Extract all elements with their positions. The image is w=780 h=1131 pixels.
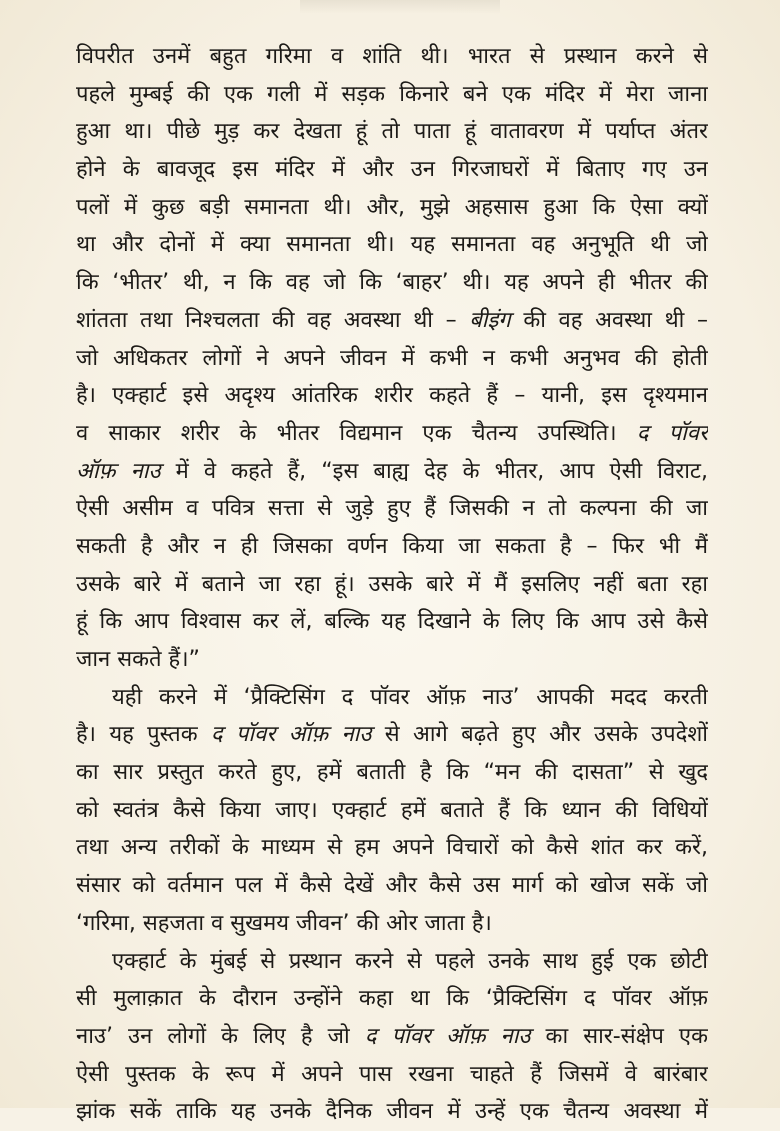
- text-segment: में वे कहते हैं, “इस बाह्य देह के भीतर, आप ऐसी विराट,: [160, 458, 708, 484]
- text-line: [76, 980, 708, 1018]
- text-line: [76, 1056, 708, 1094]
- text-segment: की वह अवस्था थी –: [510, 307, 708, 333]
- text-line: [76, 528, 708, 566]
- text-segment: से आगे बढ़ते हुए और उसके उपदेशों: [371, 722, 708, 748]
- text-line: [76, 754, 708, 792]
- text-line: [76, 264, 708, 302]
- italic-book-title: द पॉवर ऑफ़ नाउ: [210, 722, 372, 748]
- text-line: [76, 867, 708, 905]
- paragraph-first-line: [76, 943, 708, 981]
- text-line: [76, 113, 708, 151]
- text-segment: पलों में कुछ बड़ी समानता थी। और, मुझे अहसास हुआ कि ऐसा क्यों: [76, 194, 708, 220]
- text-segment: सकती है और न ही जिसका वर्णन किया जा सकता है – फिर भी मैं: [76, 533, 708, 559]
- text-segment: व साकार शरीर के भीतर विद्यमान एक चैतन्य उपस्थिति।: [76, 420, 637, 446]
- text-segment: जान सकते हैं।”: [76, 647, 200, 672]
- text-segment: हुआ था। पीछे मुड़ कर देखता हूं तो पाता हूं वातावरण में पर्याप्त अंतर: [76, 119, 708, 145]
- text-line: [76, 792, 708, 830]
- text-segment: उसके बारे में बताने जा रहा हूं। उसके बारे में मैं इसलिए नहीं बता रहा: [76, 571, 708, 597]
- text-line: [76, 302, 708, 340]
- text-segment: जो अधिकतर लोगों ने अपने जीवन में कभी न कभी अनुभव की होती: [76, 345, 708, 371]
- text-segment: विपरीत उनमें बहुत गरिमा व शांति थी। भारत से प्रस्थान करने से: [76, 44, 708, 69]
- text-segment: नाउ’ उन लोगों के लिए है जो: [76, 1023, 365, 1049]
- text-line: [76, 151, 708, 189]
- text-line: [76, 1018, 708, 1056]
- text-segment: एक्हार्ट के मुंबई से प्रस्थान करने से पहले उनके साथ हुई एक छोटी: [112, 948, 708, 974]
- text-line: [76, 1093, 708, 1131]
- text-segment: ‘गरिमा, सहजता व सुखमय जीवन’ की ओर जाता है।: [76, 910, 492, 936]
- text-segment: है। यह पुस्तक: [76, 722, 211, 748]
- text-line: [76, 603, 708, 641]
- text-line: [76, 415, 708, 453]
- text-line: [76, 76, 708, 114]
- text-segment: तथा अन्य तरीकों के माध्यम से हम अपने विचारों को कैसे शांत कर करें,: [76, 835, 708, 861]
- text-segment: है। एक्हार्ट इसे अदृश्य आंतरिक शरीर कहते हैं – यानी, इस दृश्यमान: [76, 383, 708, 409]
- text-segment: यही करने में ‘प्रैक्टिसिंग द पॉवर ऑफ़ नाउ’ आपकी मदद करती: [112, 684, 708, 710]
- text-segment: को स्वतंत्र कैसे किया जाए। एक्हार्ट हमें बताते हैं कि ध्यान की विधियों: [76, 797, 708, 823]
- text-line: [76, 566, 708, 604]
- text-segment: पहले मुम्बई की एक गली में सड़क किनारे बने एक मंदिर में मेरा जाना: [76, 81, 708, 107]
- text-line: [76, 340, 708, 378]
- text-segment: था और दोनों में क्या समानता थी। यह समानता वह अनुभूति थी जो: [76, 232, 708, 258]
- italic-book-title: द पॉवर: [636, 420, 708, 446]
- bleed-through-shadow: [300, 0, 500, 14]
- text-segment: का सार-संक्षेप एक: [530, 1023, 708, 1049]
- italic-book-title: बीइंग: [469, 307, 511, 333]
- text-segment: शांतता तथा निश्चलता की वह अवस्था थी –: [76, 307, 470, 333]
- text-line: [76, 226, 708, 264]
- italic-book-title: ऑफ़ नाउ: [76, 458, 161, 484]
- text-segment: ऐसी असीम व पवित्र सत्ता से जुड़े हुए हैं जिसकी न तो कल्पना की जा: [76, 496, 708, 522]
- paragraph-first-line: [76, 679, 708, 717]
- text-line: [76, 377, 708, 415]
- text-segment: ऐसी पुस्तक के रूप में अपने पास रखना चाहते हैं जिसमें वे बारंबार: [76, 1061, 708, 1087]
- text-line: [76, 829, 708, 867]
- text-line: [76, 641, 708, 679]
- text-segment: का सार प्रस्तुत करते हुए, हमें बताती है कि “मन की दासता” से खुद: [76, 760, 708, 786]
- text-line: [76, 453, 708, 491]
- italic-book-title: द पॉवर ऑफ़ नाउ: [364, 1023, 531, 1049]
- text-segment: संसार को वर्तमान पल में कैसे देखें और कैसे उस मार्ग को खोज सकें जो: [76, 873, 708, 899]
- text-line: [76, 905, 708, 943]
- text-line: [76, 490, 708, 528]
- text-line: [76, 716, 708, 754]
- text-line: [76, 38, 708, 76]
- text-line: [76, 189, 708, 227]
- text-segment: सी मुलाक़ात के दौरान उन्होंने कहा था कि ‘प्रैक्टिसिंग द पॉवर ऑफ़: [76, 986, 708, 1012]
- text-segment: कि ‘भीतर’ थी, न कि वह जो कि ‘बाहर’ थी। यह अपने ही भीतर की: [76, 270, 708, 296]
- text-segment: हूं कि आप विश्वास कर लें, बल्कि यह दिखाने के लिए कि आप उसे कैसे: [76, 609, 708, 635]
- text-segment: झांक सकें ताकि यह उनके दैनिक जीवन में उन्हें एक चैतन्य अवस्था में: [76, 1099, 708, 1125]
- page-body-text: [76, 38, 708, 1131]
- text-segment: होने के बावजूद इस मंदिर में और उन गिरजाघरों में बिताए गए उन: [76, 157, 708, 183]
